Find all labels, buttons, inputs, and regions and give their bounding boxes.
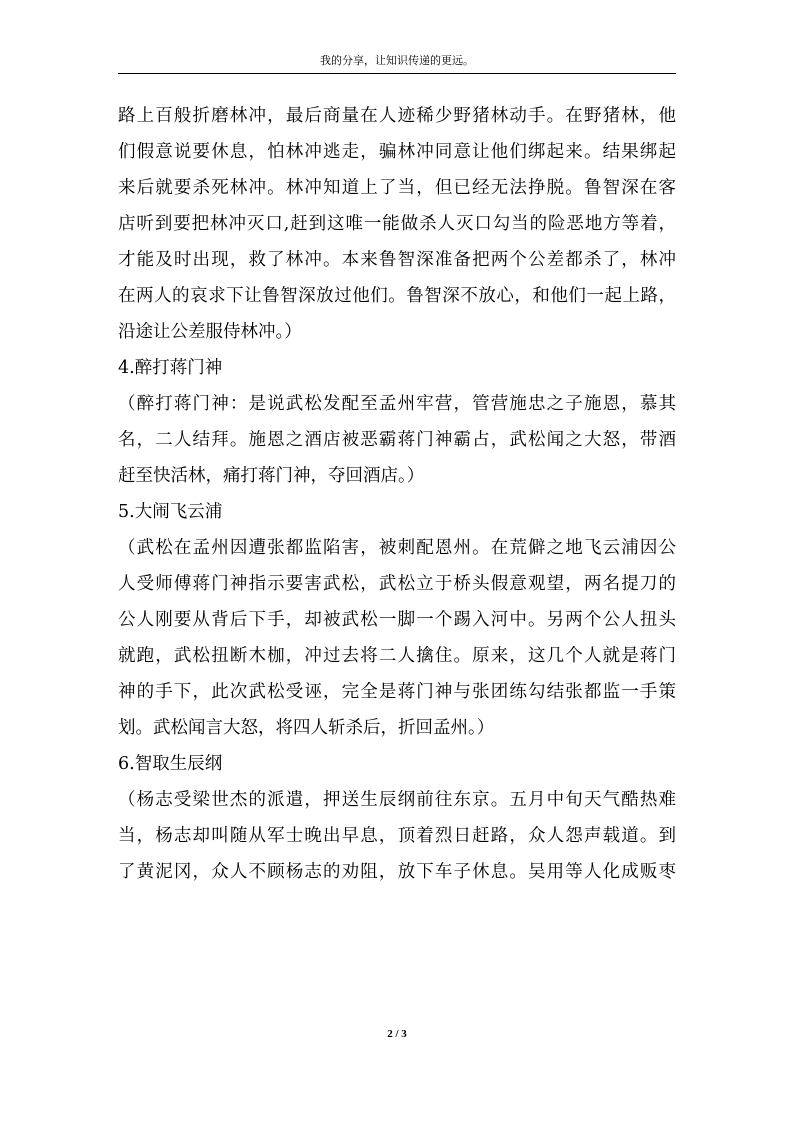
text-line: 赶至快活林，痛打蒋门神，夺回酒店。） — [118, 466, 425, 486]
text-line: 就跑，武松扭断木枷，冲过去将二人擒住。原来，这几个人就是蒋门 — [118, 646, 676, 666]
text-line: 沿途让公差服侍林冲。） — [118, 322, 302, 342]
text-line: 才能及时出现，救了林冲。本来鲁智深准备把两个公差都杀了，林冲 — [118, 250, 676, 270]
text-line: 4.醉打蒋门神 — [118, 358, 223, 378]
text-line: （醉打蒋门神：是说武松发配至孟州牢营，管营施忠之子施恩，慕其 — [118, 394, 676, 414]
text-line: 公人刚要从背后下手，却被武松一脚一个踢入河中。另两个公人扭头 — [118, 610, 676, 630]
text-line: 当，杨志却叫随从军士晚出早息，顶着烈日赶路，众人怨声载道。到 — [118, 826, 676, 846]
text-line: 人受师傅蒋门神指示要害武松，武松立于桥头假意观望，两名提刀的 — [118, 574, 676, 594]
page-number: 2 / 3 — [387, 1028, 407, 1040]
text-line: 神的手下，此次武松受诬，完全是蒋门神与张团练勾结张都监一手策 — [118, 682, 676, 702]
text-line: （武松在孟州因遭张都监陷害，被刺配恩州。在荒僻之地飞云浦因公 — [118, 538, 676, 558]
text-line: 划。武松闻言大怒，将四人斩杀后，折回孟州。） — [118, 718, 495, 738]
text-line: 名，二人结拜。施恩之酒店被恶霸蒋门神霸占，武松闻之大怒，带酒 — [118, 430, 676, 450]
text-line: 了黄泥冈，众人不顾杨志的劝阻，放下车子休息。吴用等人化成贩枣 — [118, 862, 676, 882]
document-body — [118, 98, 676, 890]
text-line: 来后就要杀死林冲。林冲知道上了当，但已经无法挣脱。鲁智深在客 — [118, 178, 676, 198]
text-line: 在两人的哀求下让鲁智深放过他们。鲁智深不放心，和他们一起上路， — [118, 286, 676, 306]
text-line: 5.大闹飞云浦 — [118, 502, 223, 522]
text-line: 路上百般折磨林冲，最后商量在人迹稀少野猪林动手。在野猪林，他 — [118, 106, 676, 126]
text-line: 6.智取生辰纲 — [118, 754, 223, 774]
page-header: 我的分享，让知识传递的更远。 — [320, 54, 474, 67]
header-divider — [118, 73, 676, 74]
text-line: 店听到要把林冲灭口,赶到这唯一能做杀人灭口勾当的险恶地方等着， — [118, 214, 676, 234]
text-line: （杨志受梁世杰的派遣，押送生辰纲前往东京。五月中旬天气酷热难 — [118, 790, 676, 810]
text-line: 们假意说要休息，怕林冲逃走，骗林冲同意让他们绑起来。结果绑起 — [118, 142, 676, 162]
